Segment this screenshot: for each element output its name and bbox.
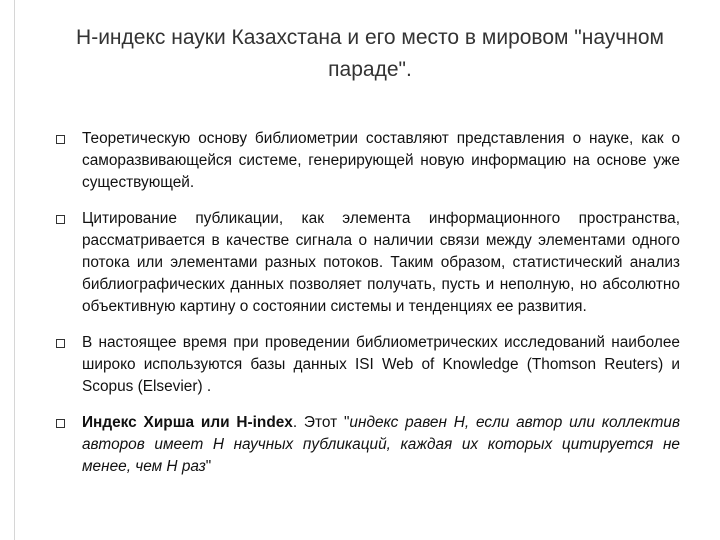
h-index-term: Индекс Хирша или H-index	[82, 414, 293, 431]
bullet-text: Теоретическую основу библиометрии составляют представления о науке, как о саморазвивающейся системе, генерирующей новую информацию на основе уже существующей.	[82, 130, 680, 191]
bullet-item-2	[52, 208, 680, 318]
square-bullet-icon	[56, 339, 65, 348]
h-index-definition: индекс равен H, если автор или коллектив авторов имеет H научных публикаций, каждая их которых цитируется не менее, чем H раз	[82, 414, 680, 475]
slide-title: Н-индекс науки Казахстана и его место в мировом "научном параде".	[76, 26, 664, 81]
bullet-item-3	[52, 332, 680, 398]
bullet-text: В настоящее время при проведении библиометрических исследований наиболее широко используются базы данных ISI Web of Knowledge (Thomson Reuters) и Scopus (Elsevier) .	[82, 334, 680, 395]
bullet-text: Цитирование публикации, как элемента информационного пространства, рассматривается в качестве сигнала о наличии связи между элементами одного потока или элементами разных потоков. Таким образом, статистический анализ библиографических данных позволяет получать, пусть и неполную, но абсолютно объективную картину о состоянии системы и тенденциях ее развития.	[82, 210, 680, 315]
bullet-item-1	[52, 128, 680, 194]
left-divider-line	[14, 0, 15, 540]
square-bullet-icon	[56, 135, 65, 144]
square-bullet-icon	[56, 419, 65, 428]
bullet-text: . Этот "	[292, 414, 350, 431]
closing-quote: "	[205, 458, 212, 475]
bullet-list	[52, 128, 680, 492]
square-bullet-icon	[56, 215, 65, 224]
bullet-item-4	[52, 412, 680, 478]
